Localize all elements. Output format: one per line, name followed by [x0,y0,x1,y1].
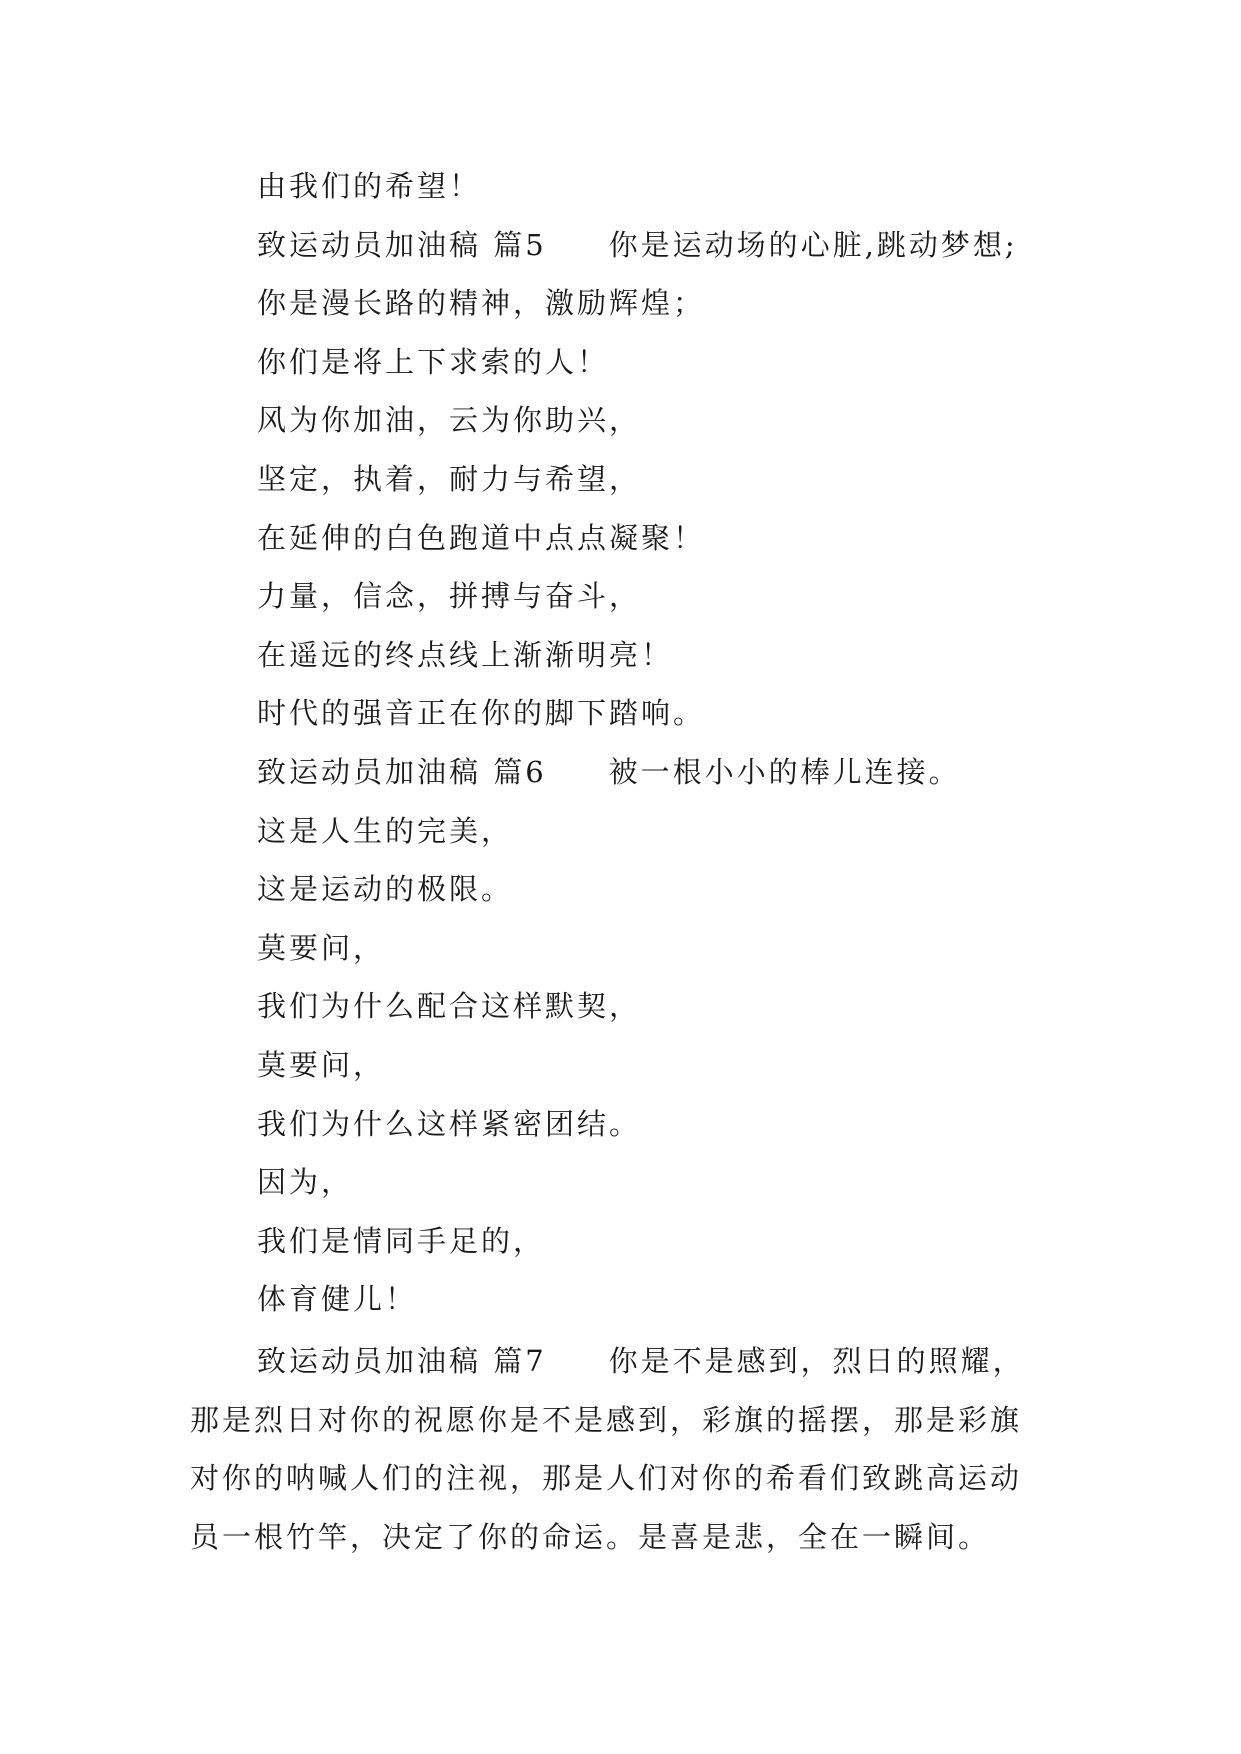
text-line [190,1391,1070,1450]
paragraph-section-7 [190,1332,1070,1566]
line-text: 我们是情同手足的， [257,1223,546,1258]
line-text: 这是人生的完美， [257,813,514,848]
line-text: 坚定，执着，耐力与希望， [257,461,642,496]
text-line [190,1332,1070,1391]
line-text: 在遥远的终点线上渐渐明亮！ [257,637,674,672]
line-text: 你是不是感到，烈日的照耀， [608,1344,1025,1378]
text-line [190,1508,1070,1567]
text-line [190,1212,1070,1271]
line-text: 在延伸的白色跑道中点点凝聚！ [257,520,706,555]
line-text: 力量，信念，拼搏与奋斗， [257,579,642,614]
text-line [190,860,1070,919]
line-text: 你是漫长路的精神，激励辉煌； [257,286,706,321]
text-line [190,1036,1070,1095]
line-text: 员一根竹竿，决定了你的命运。是喜是悲，全在一瞬间。 [190,1519,991,1554]
text-line [190,626,1070,685]
line-text: 我们为什么这样紧密团结。 [257,1106,642,1141]
text-line [190,1095,1070,1154]
line-text: 对你的呐喊人们的注视，那是人们对你的希看们致跳高运动 [190,1461,1023,1496]
text-line [190,1449,1070,1508]
line-text: 莫要问， [257,930,386,965]
text-line [190,274,1070,333]
text-line [190,391,1070,450]
text-line [190,1153,1070,1212]
text-line [190,157,1070,216]
line-text: 时代的强音正在你的脚下踏响。 [257,696,706,731]
text-line [190,802,1070,861]
line-text: 这是运动的极限。 [257,872,514,907]
line-text: 你们是将上下求索的人！ [257,344,610,379]
line-text: 我们为什么配合这样默契， [257,989,642,1024]
text-line [190,1270,1070,1329]
line-text: 被一根小小的棒儿连接。 [608,754,961,789]
text-line [190,216,1070,275]
text-line [190,743,1070,802]
text-line [190,509,1070,568]
document-body [190,157,1070,1329]
line-text: 风为你加油，云为你助兴， [257,403,642,438]
line-text: 那是烈日对你的祝愿你是不是感到，彩旗的摇摆，那是彩旗 [190,1402,1023,1437]
line-text: 因为， [257,1165,354,1200]
text-line [190,450,1070,509]
text-line [190,333,1070,392]
line-text: 由我们的希望！ [257,169,482,203]
line-text: 体育健儿！ [257,1282,418,1317]
text-line [190,684,1070,743]
section-heading: 致运动员加油稿 篇7 [257,1344,547,1378]
section-heading: 致运动员加油稿 篇6 [257,754,547,789]
text-line [190,567,1070,626]
text-line [190,919,1070,978]
section-heading: 致运动员加油稿 篇5 [257,227,547,262]
line-text: 莫要问， [257,1047,386,1082]
line-text: 你是运动场的心脏,跳动梦想; [608,227,1018,262]
text-line [190,977,1070,1036]
